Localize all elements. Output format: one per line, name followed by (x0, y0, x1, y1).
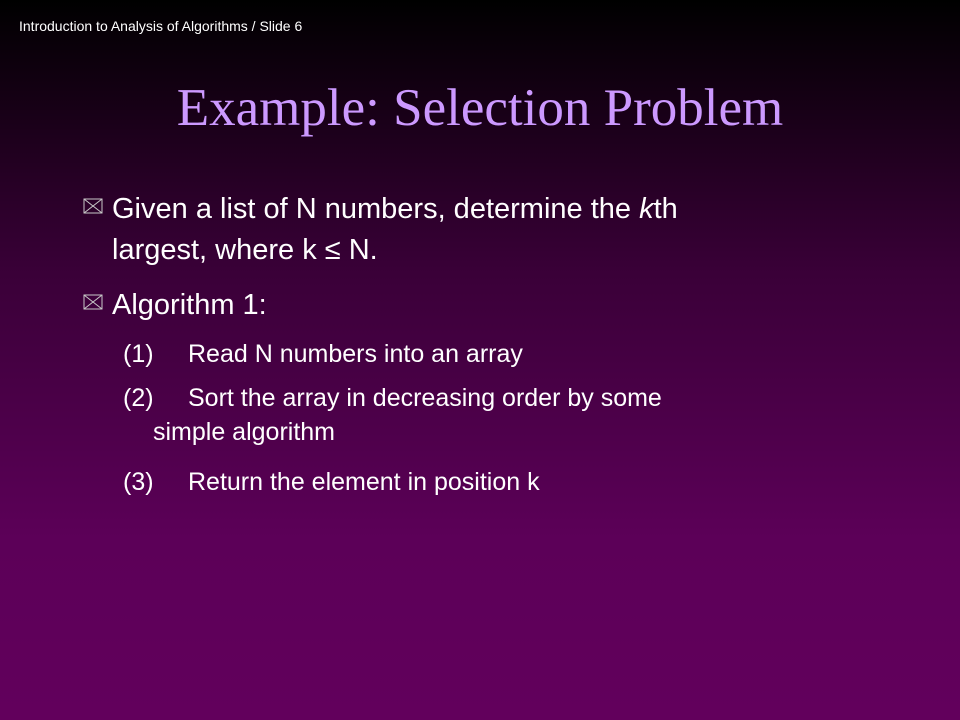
bullet-line-1-post: th (653, 193, 678, 225)
step-text: Return the element in position k (188, 468, 540, 496)
bullet-line-1-k: k (639, 193, 654, 225)
slide-title: Example: Selection Problem (176, 79, 784, 137)
bullet-text: Algorithm 1: (112, 289, 267, 321)
crossed-box-icon (82, 195, 104, 217)
bullet-algorithm-1 (82, 285, 267, 326)
step-text-continuation: simple algorithm (153, 418, 336, 446)
algorithm-step-1 (123, 337, 523, 371)
crossed-box-icon (82, 291, 104, 313)
bullet-line-2: largest, where k ≤ N. (112, 234, 378, 266)
step-number: (2) (123, 384, 154, 412)
step-number: (3) (123, 468, 154, 496)
step-text: Sort the array in decreasing order by some (188, 384, 662, 412)
step-number: (1) (123, 340, 154, 368)
slide-header: Introduction to Analysis of Algorithms / Slide 6 (19, 18, 303, 34)
algorithm-step-3 (123, 465, 540, 499)
step-text: Read N numbers into an array (188, 340, 523, 368)
algorithm-step-2 (123, 381, 843, 449)
bullet-line-1-pre: Given a list of N numbers, determine the (112, 193, 640, 225)
bullet-problem-statement (82, 189, 862, 271)
